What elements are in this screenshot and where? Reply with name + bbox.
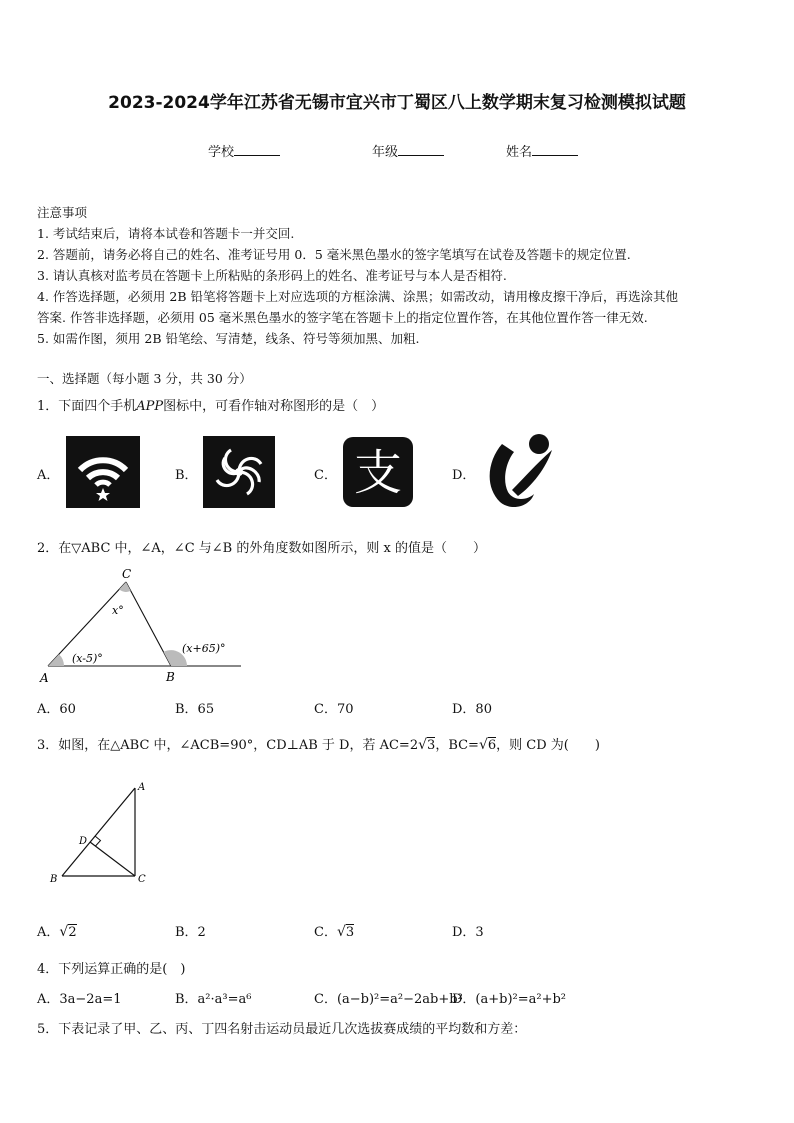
q3-label-d: D xyxy=(79,836,88,847)
zhi-char: 支 xyxy=(353,445,403,501)
q4-option-c: C．(a−b)²=a²−2ab+b² xyxy=(314,992,463,1007)
q3-text-before: 3．如图，在△ABC 中，∠ACB=90°，CD⊥AB 于 D，若 AC=2 xyxy=(37,738,419,753)
q2-label-a: A xyxy=(40,671,49,685)
q1-option-d: D． xyxy=(452,468,476,483)
q2-option-a: A．60 xyxy=(37,702,76,717)
school-label: 学校 xyxy=(208,145,235,160)
sqrt-sign: √ xyxy=(336,924,346,940)
q3-option-c-root: 3 xyxy=(345,925,355,940)
q3-option-b: B．2 xyxy=(175,925,206,940)
q1-text-after: 图标中，可看作轴对称图形的是（ ） xyxy=(163,399,385,414)
name-blank xyxy=(532,143,578,156)
q3-label-a: A xyxy=(138,782,146,793)
section-heading: 一、选择题（每小题 3 分，共 30 分） xyxy=(37,371,252,386)
q3-option-a xyxy=(37,921,77,940)
question-2-text: 2．在▽ABC 中，∠A，∠C 与∠B 的外角度数如图所示，则 x 的值是（ ） xyxy=(37,541,486,556)
q1-option-a: A． xyxy=(37,468,60,483)
q4-option-a: A．3a−2a=1 xyxy=(37,992,122,1007)
name-field xyxy=(506,141,578,160)
runner-icon xyxy=(484,430,558,512)
q3-text-mid: ，BC= xyxy=(435,738,479,753)
q1-app: APP xyxy=(136,399,164,414)
notes-heading: 注意事项 xyxy=(37,205,88,220)
notes-item: 2. 答题前，请务必将自己的姓名、准考证号用 0．5 毫米黑色墨水的签字笔填写在试卷及答题卡的规定位置. xyxy=(37,247,631,262)
q3-label-c: C xyxy=(138,874,146,885)
sqrt-sign: √ xyxy=(59,924,69,940)
sqrt-sign: √ xyxy=(418,737,428,753)
grade-field xyxy=(372,141,444,160)
q3-root2: 6 xyxy=(487,738,497,753)
swirl-icon xyxy=(203,436,275,508)
q3-root1: 3 xyxy=(427,738,436,753)
angle-a-mark xyxy=(48,654,64,666)
notes-item: 4. 作答选择题，必须用 2B 铅笔将答题卡上对应选项的方框涂满、涂黑；如需改动，请用橡皮擦干净后，再选涂其他 xyxy=(37,289,678,304)
q2-label-c: C xyxy=(122,567,132,581)
sqrt-sign: √ xyxy=(478,737,488,753)
q2-angle-c: x° xyxy=(112,604,124,617)
page-title: 2023-2024学年江苏省无锡市宜兴市丁蜀区八上数学期末复习检测模拟试题 xyxy=(108,93,686,113)
notes-item: 5. 如需作图，须用 2B 铅笔绘、写清楚，线条、符号等须加黑、加粗. xyxy=(37,331,420,346)
notes-block xyxy=(37,202,678,349)
q2-angle-a: (x-5)° xyxy=(72,652,103,665)
q3-option-c-label: C． xyxy=(314,925,337,940)
q2-triangle-figure xyxy=(38,566,248,686)
question-1-text xyxy=(37,395,384,414)
q3-option-a-label: A． xyxy=(37,925,60,940)
q3-option-c xyxy=(314,921,354,940)
q3-option-d: D．3 xyxy=(452,925,484,940)
q1-text-before: 1．下面四个手机 xyxy=(37,399,137,414)
q2-option-c: C．70 xyxy=(314,702,354,717)
school-blank xyxy=(234,143,280,156)
question-3-text xyxy=(37,734,600,753)
question-5-text: 5．下表记录了甲、乙、丙、丁四名射击运动员最近几次选拔赛成绩的平均数和方差： xyxy=(37,1022,527,1037)
question-4-text: 4．下列运算正确的是( ) xyxy=(37,962,186,977)
grade-blank xyxy=(398,143,444,156)
name-label: 姓名 xyxy=(506,145,533,160)
school-field xyxy=(208,141,280,160)
q1-option-c: C． xyxy=(314,468,337,483)
q2-label-b: B xyxy=(166,670,175,684)
q2-option-b: B．65 xyxy=(175,702,215,717)
q1-option-b: B． xyxy=(175,468,198,483)
q3-label-b: B xyxy=(50,874,58,885)
grade-label: 年级 xyxy=(372,145,399,160)
q4-option-d: D．(a+b)²=a²+b² xyxy=(452,992,567,1007)
q2-option-d: D．80 xyxy=(452,702,492,717)
q2-angle-b: (x+65)° xyxy=(182,642,226,655)
q4-option-b: B．a²·a³=a⁶ xyxy=(175,992,252,1007)
notes-item: 答案. 作答非选择题，必须用 05 毫米黑色墨水的签字笔在答题卡上的指定位置作答，在其他位置作答一律无效. xyxy=(37,310,648,325)
q3-text-after: ，则 CD 为( ) xyxy=(496,738,600,753)
q3-option-a-root: 2 xyxy=(68,925,77,940)
notes-item: 1. 考试结束后，请将本试卷和答题卡一并交回. xyxy=(37,226,295,241)
wifi-icon xyxy=(66,436,140,508)
zhi-icon xyxy=(343,437,413,507)
q3-triangle-figure xyxy=(46,776,156,888)
notes-item: 3. 请认真核对监考员在答题卡上所粘贴的条形码上的姓名、准考证号与本人是否相符. xyxy=(37,268,507,283)
